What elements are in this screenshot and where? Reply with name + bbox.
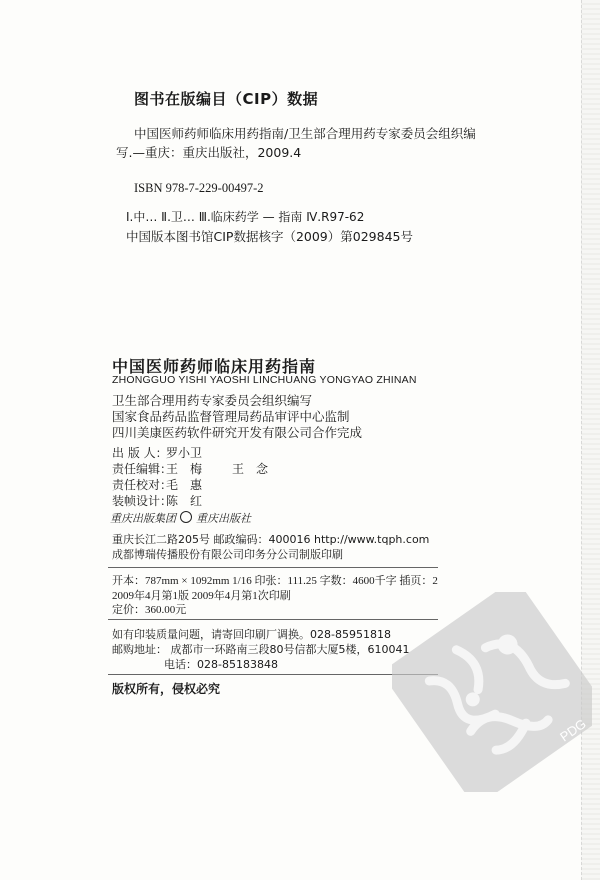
cip-heading: 图书在版编目（CIP）数据 [134,90,319,108]
edition-info: 2009年4月第1版 2009年4月第1次印刷 [112,590,291,602]
editor-line-2: 国家食品药品监督管理局药品审评中心监制 [112,409,350,424]
credit-value: 王 梅 [166,462,203,476]
credit-value: 毛 惠 [166,478,203,492]
price: 定价：360.00元 [112,604,187,616]
watermark-label: PDG [557,716,589,745]
credit-value-2: 王 念 [232,462,269,476]
printer: 成都博瑞传播股份有限公司印务分公司制版印刷 [112,548,343,561]
publisher-logo-text: 重庆出版社 [196,512,251,525]
pdg-watermark-stamp [392,592,592,792]
credit-proofreader [112,476,202,493]
publisher-logos [110,510,251,526]
divider-rule [108,674,438,675]
divider-rule [108,619,438,620]
credit-publisher-person [112,444,202,461]
credit-cover-design [112,492,202,509]
watermark-shape-icon [392,592,592,792]
book-title: 中国医师药师临床用药指南 [112,357,317,376]
credit-label: 责任校对： [112,478,173,492]
cip-description-line-1: 中国医师药师临床用药指南/卫生部合理用药专家委员会组织编 [134,126,476,141]
isbn: ISBN 978-7-229-00497-2 [134,181,264,195]
credit-label: 装帧设计： [112,494,173,508]
cip-description-line-2: 写.—重庆：重庆出版社，2009.4 [116,145,302,160]
publishing-group-logo-text: 重庆出版集团 [110,512,176,525]
credit-label: 出 版 人： [112,446,168,460]
publisher-address: 重庆长江二路205号 邮政编码：400016 http://www.tqph.com [112,533,430,546]
publisher-emblem-icon [180,511,192,523]
cip-record-number: 中国版本图书馆CIP数据核字（2009）第029845号 [126,229,413,244]
credit-value: 陈 红 [166,494,203,508]
mail-order-address: 邮购地址： 成都市一环路南三段80号信都大厦5楼，610041 [112,643,410,656]
cip-classification: Ⅰ.中… Ⅱ.卫… Ⅲ.临床药学 — 指南 Ⅳ.R97-62 [126,210,365,224]
editor-line-3: 四川美康医药软件研究开发有限公司合作完成 [112,425,363,440]
editor-line-1: 卫生部合理用药专家委员会组织编写 [112,393,313,408]
phone-number: 电话：028-85183848 [164,658,278,671]
format-specs: 开本：787mm × 1092mm 1/16 印张：111.25 字数：4600千字 插页：2 [112,575,438,587]
credit-value: 罗小卫 [166,446,203,460]
copyright-notice: 版权所有，侵权必究 [112,682,221,696]
divider-rule [108,567,438,568]
book-title-pinyin: ZHONGGUO YISHI YAOSHI LINCHUANG YONGYAO ZHINAN [112,374,417,386]
credit-responsible-editor [112,460,268,477]
quality-notice: 如有印装质量问题，请寄回印刷厂调换。028-85951818 [112,628,391,641]
credit-label: 责任编辑： [112,462,173,476]
